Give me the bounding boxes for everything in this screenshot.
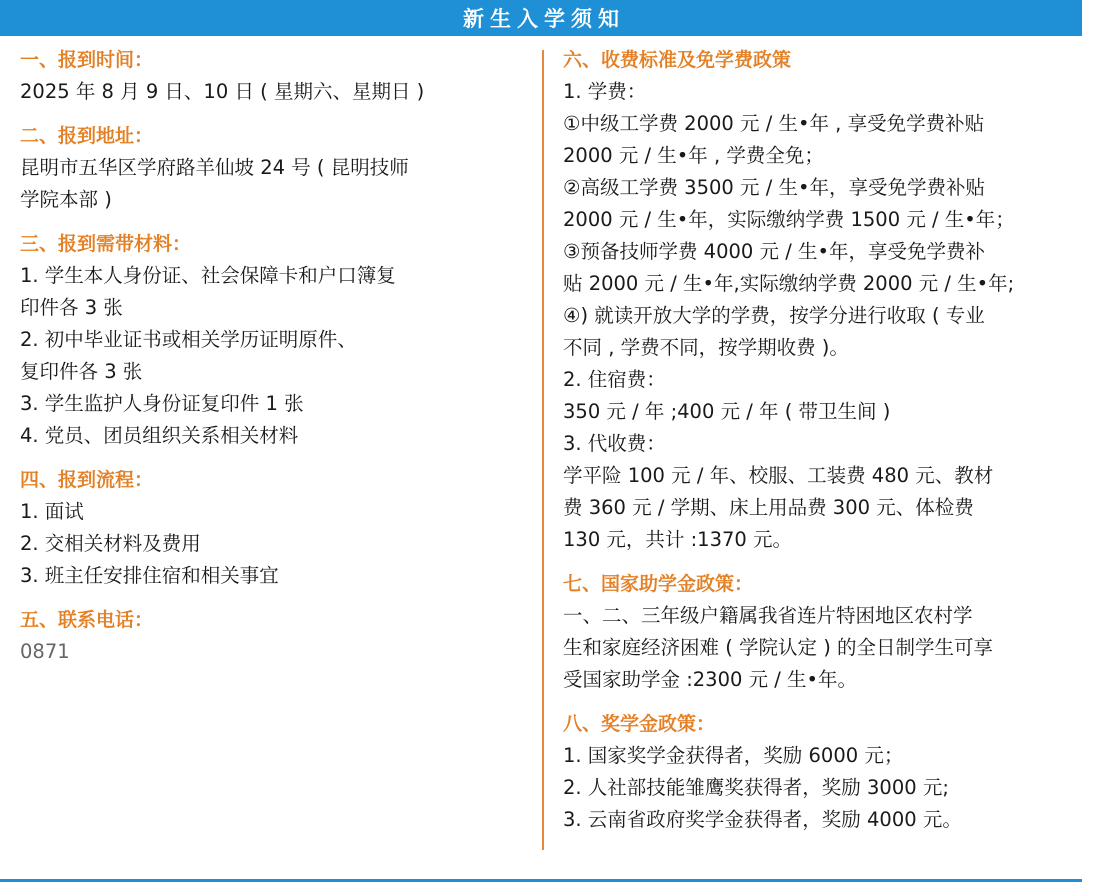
- section-heading: 七、国家助学金政策：: [563, 573, 754, 595]
- section-registration-time: [20, 44, 520, 108]
- title-banner: [0, 0, 1082, 36]
- body-line: 2025 年 8 月 9 日、10 日 ( 星期六、星期日 ): [20, 80, 425, 103]
- body-line: 学平险 100 元 / 年、校服、工装费 480 元、教材: [563, 464, 994, 487]
- right-column: [563, 44, 1083, 848]
- section-heading: 五、联系电话：: [20, 609, 154, 631]
- body-line: 1. 学费：: [563, 80, 647, 103]
- section-heading: 八、奖学金政策：: [563, 713, 716, 735]
- body-line: 1. 国家奖学金获得者，奖励 6000 元；: [563, 744, 904, 767]
- section-fees-policy: [563, 44, 1083, 556]
- body-line: 复印件各 3 张: [20, 360, 143, 383]
- body-line: 学院本部 ): [20, 188, 112, 211]
- body-line: 3. 班主任安排住宿和相关事宜: [20, 564, 279, 587]
- body-line: ①中级工学费 2000 元 / 生•年 , 享受免学费补贴: [563, 112, 985, 135]
- phone-number-partial: 0871: [20, 640, 70, 663]
- column-divider: [542, 50, 544, 850]
- section-registration-process: [20, 464, 520, 592]
- body-line: 2. 人社部技能雏鹰奖获得者，奖励 3000 元;: [563, 776, 949, 799]
- body-line: 3. 代收费：: [563, 432, 666, 455]
- body-line: 受国家助学金 :2300 元 / 生•年。: [563, 668, 858, 691]
- body-line: 1. 面试: [20, 500, 84, 523]
- body-line: 印件各 3 张: [20, 296, 123, 319]
- body-line: ③预备技师学费 4000 元 / 生•年，享受免学费补: [563, 240, 985, 263]
- body-line: 费 360 元 / 学期、床上用品费 300 元、体检费: [563, 496, 974, 519]
- section-heading: 六、收费标准及免学费政策: [563, 49, 792, 71]
- body-line: 3. 云南省政府奖学金获得者，奖励 4000 元。: [563, 808, 962, 831]
- body-line: 2. 交相关材料及费用: [20, 532, 201, 555]
- body-line: 一、二、三年级户籍属我省连片特困地区农村学: [563, 604, 973, 627]
- body-line: 生和家庭经济困难 ( 学院认定 ) 的全日制学生可享: [563, 636, 994, 659]
- body-line: 130 元，共计 :1370 元。: [563, 528, 793, 551]
- section-heading: 三、报到需带材料：: [20, 233, 192, 255]
- section-required-materials: [20, 228, 520, 452]
- section-registration-address: [20, 120, 520, 216]
- body-line: 不同 , 学费不同，按学期收费 )。: [563, 336, 849, 359]
- bottom-rule: [0, 879, 1082, 882]
- section-heading: 一、报到时间：: [20, 49, 154, 71]
- body-line: 2. 住宿费：: [563, 368, 666, 391]
- body-line: 2. 初中毕业证书或相关学历证明原件、: [20, 328, 357, 351]
- section-contact-phone: [20, 604, 520, 663]
- body-line: ②高级工学费 3500 元 / 生•年，享受免学费补贴: [563, 176, 985, 199]
- section-heading: 四、报到流程：: [20, 469, 154, 491]
- body-line: 350 元 / 年 ;400 元 / 年 ( 带卫生间 ): [563, 400, 891, 423]
- body-line: 2000 元 / 生•年，实际缴纳学费 1500 元 / 生•年；: [563, 208, 1015, 231]
- section-heading: 二、报到地址：: [20, 125, 154, 147]
- page-title: 新生入学须知: [463, 7, 625, 31]
- body-line: ④) 就读开放大学的学费，按学分进行收取 ( 专业: [563, 304, 985, 327]
- left-column: [20, 44, 520, 663]
- body-line: 3. 学生监护人身份证复印件 1 张: [20, 392, 304, 415]
- section-scholarship: [563, 708, 1083, 836]
- body-line: 4. 党员、团员组织关系相关材料: [20, 424, 299, 447]
- body-line: 昆明市五华区学府路羊仙坡 24 号 ( 昆明技师: [20, 156, 409, 179]
- section-national-grant: [563, 568, 1083, 696]
- body-line: 2000 元 / 生•年 , 学费全免；: [563, 144, 824, 167]
- body-line: 贴 2000 元 / 生•年,实际缴纳学费 2000 元 / 生•年;: [563, 272, 1015, 295]
- body-line: 1. 学生本人身份证、社会保障卡和户口簿复: [20, 264, 396, 287]
